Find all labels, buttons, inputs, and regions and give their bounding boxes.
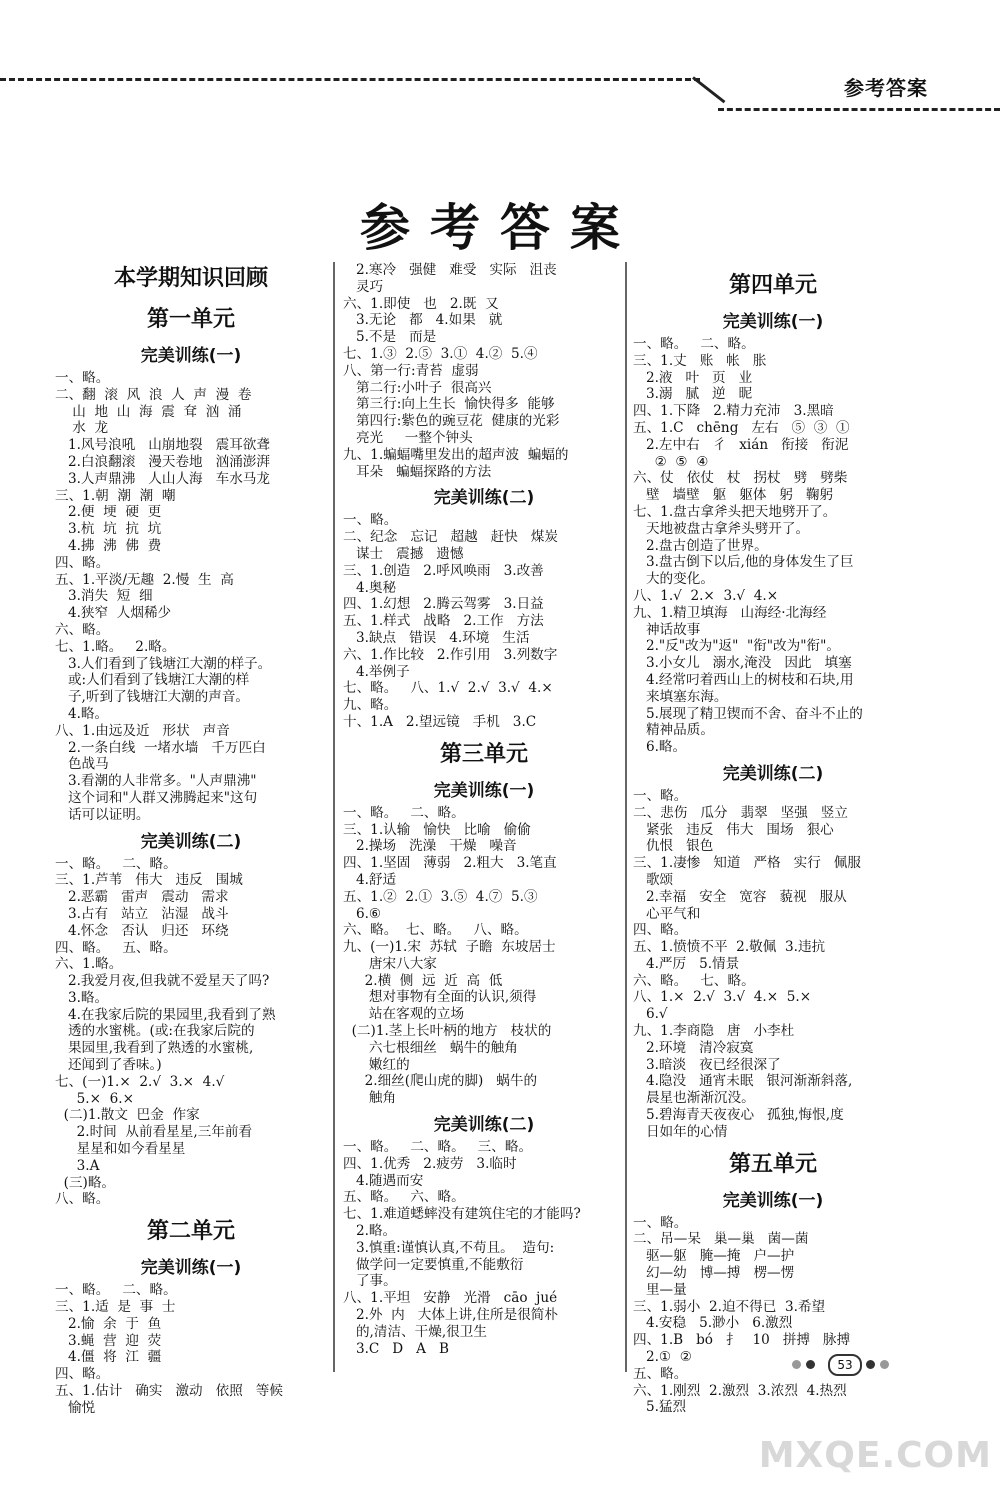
answer-line: 七、1.难道蟋蟀没有建筑住宅的才能吗? [343, 1206, 581, 1223]
training-title: 完美训练(一) [140, 1258, 242, 1279]
answer-line: 八、略。 [55, 1191, 110, 1208]
answer-line: 六、仗 依仗 杖 拐杖 劈 劈柴 [633, 470, 848, 487]
answer-line: 六、1.略。 [55, 956, 123, 973]
answer-line: 2.寒冷 强健 难受 实际 沮丧 [343, 262, 557, 278]
column-divider [333, 262, 335, 1372]
training-title: 完美训练(一) [722, 1190, 824, 1211]
answer-line: 五、1.C chēng 左右 ⑤ ③ ① [633, 419, 850, 436]
answer-line: 壁 墙壁 躯 躯体 躬 鞠躬 [633, 487, 834, 504]
answer-line: 3.杭 坑 抗 坑 [55, 521, 162, 538]
answer-line: 五、1.平淡/无趣 2.慢 生 高 [55, 571, 234, 588]
answer-line: 第四行:紫色的豌豆花 健康的光彩 [343, 413, 560, 430]
answer-line: 了事。 [343, 1273, 397, 1290]
answer-line: 三、1.弱小 2.迫不得已 3.希望 [633, 1298, 826, 1315]
answer-line: 紧张 违反 伟大 围场 狠心 [633, 821, 834, 838]
answer-line: 2.愉 余 于 鱼 [55, 1315, 162, 1332]
answer-line: 一、略。 二、略。 [343, 804, 465, 821]
column-1 [55, 262, 327, 1417]
answer-line: 心平气和 [633, 905, 701, 922]
answer-line: 七、1.③ 2.⑤ 3.① 4.② 5.④ [343, 345, 538, 362]
answer-line: 灵巧 [343, 278, 384, 295]
answer-line: 6.略。 [633, 739, 687, 756]
answer-line: 3.小女儿 溺水,淹没 因此 填塞 [633, 655, 852, 672]
answer-block [343, 512, 625, 730]
answer-line: 2.盘古创造了世界。 [633, 537, 768, 554]
answer-line: 4.隐没 通宵未眠 银河渐渐斜落, [633, 1073, 853, 1090]
answer-line: 做学问一定要慎重,不能敷衍 [343, 1256, 524, 1273]
column-divider [625, 262, 627, 1372]
answer-line: 5.猛烈 [633, 1399, 687, 1416]
answer-line: 一、略。 [55, 370, 110, 386]
answer-line: 天地被盘古拿斧头劈开了。 [633, 520, 810, 537]
answer-line: 5.不是 而是 [343, 329, 437, 346]
answer-line: 第二行:小叶子 很高兴 [343, 379, 492, 396]
answer-line: 三、1.凄惨 知道 严格 实行 佩服 [633, 855, 861, 872]
answer-line: ② ⑤ ④ [633, 453, 709, 470]
answer-line: 里—量 [633, 1281, 687, 1298]
answer-line: 九、(一)1.宋 苏轼 子瞻 东坡居士 [343, 939, 556, 956]
answer-line: 3.占有 站立 沾湿 战斗 [55, 905, 229, 922]
watermark-text: MXQE.COM [758, 1435, 992, 1476]
answer-line: 五、略。 [633, 1365, 688, 1382]
unit-title: 第五单元 [728, 1150, 817, 1177]
answer-line: 七、1.盘古拿斧头把天地劈开了。 [633, 503, 837, 520]
answer-line: 果园里,我看到了熟透的水蜜桃, [55, 1040, 254, 1057]
decor-dot [866, 1360, 875, 1369]
answer-line: 2.操场 洗澡 干燥 噪音 [343, 838, 517, 855]
answer-line: 一、略。 [343, 512, 398, 529]
answer-line: 歌颂 [633, 871, 674, 888]
answer-line: 5.× 6.× [55, 1090, 134, 1107]
answer-line: 六、1.即使 也 2.既 又 [343, 295, 499, 312]
answer-line: 4.安稳 5.渺小 6.激烈 [633, 1315, 793, 1332]
answer-line: 3.慎重:谨慎认真,不苟且。 造句: [343, 1239, 555, 1256]
decor-dot [792, 1360, 801, 1369]
page-number: 53 [828, 1354, 862, 1376]
answer-line: 4.狭窄 人烟稀少 [55, 605, 172, 622]
answer-line: 六、略。 七、略。 [633, 972, 755, 989]
answer-line: 三、1.适 是 事 士 [55, 1299, 176, 1316]
answer-line: 唐宋八大家 [343, 955, 437, 972]
answer-line: 2.① ② [633, 1349, 692, 1366]
answer-line: 幻—幼 博—搏 楞—愣 [633, 1265, 795, 1282]
answer-line: 3.略。 [55, 989, 109, 1006]
answer-line: 一、略。 [633, 787, 688, 804]
answer-line: 2.时间 从前看星星,三年前看 [55, 1124, 253, 1141]
answer-line: 四、略。 [633, 922, 688, 939]
answer-line: 四、略。 五、略。 [55, 939, 177, 956]
answer-line: 六七根细丝 蜗牛的触角 [343, 1039, 518, 1056]
answer-line: 1.风号浪吼 山崩地裂 震耳欲聋 [55, 437, 270, 454]
header-title: 参考答案 [844, 76, 928, 100]
answer-line: 2.白浪翻滚 漫天卷地 汹涌澎湃 [55, 453, 270, 470]
answer-line: 星星和如今看星星 [55, 1141, 186, 1158]
answer-line: 4.僵 将 江 疆 [55, 1349, 162, 1366]
answer-line: 站在客观的立场 [343, 1006, 465, 1023]
answer-line: 晨星也渐渐沉没。 [633, 1090, 755, 1107]
answer-line: 2.恶霸 雷声 震动 需求 [55, 889, 229, 906]
answer-line: 4.略。 [55, 705, 109, 722]
answer-line: 4.经常叼着西山上的树枝和石块,用 [633, 671, 854, 688]
answer-line: 3.无论 都 4.如果 就 [343, 312, 503, 329]
answer-line: 八、1.√ 2.× 3.√ 4.× [633, 587, 779, 604]
unit-title: 第二单元 [146, 1218, 235, 1245]
answer-line: 五、1.② 2.① 3.⑤ 4.⑦ 5.③ [343, 888, 538, 905]
answer-line: 3.C D A B [343, 1340, 449, 1357]
answer-block [343, 262, 625, 480]
answer-block [343, 1139, 625, 1357]
answer-line: 2.液 叶 页 业 [633, 369, 753, 386]
answer-line: 三、1.丈 账 帐 胀 [633, 352, 767, 369]
answer-line: 2.略。 [343, 1223, 397, 1240]
watermark [758, 1380, 1000, 1480]
unit-title: 第三单元 [439, 740, 528, 767]
answer-line: 日如年的心情 [633, 1123, 728, 1140]
answer-line: 5.碧海青天夜夜心 孤独,悔恨,度 [633, 1107, 844, 1124]
answer-line: 四、1.优秀 2.疲劳 3.临时 [343, 1155, 517, 1172]
answer-line: 谋士 震撼 遗憾 [343, 545, 464, 562]
answer-line: 四、1.幻想 2.腾云驾雾 3.日益 [343, 596, 544, 613]
answer-line: 四、略。 [55, 1366, 110, 1383]
answer-line: 想对事物有全面的认识,须得 [343, 989, 537, 1006]
answer-block [633, 788, 913, 1141]
answer-line: 2.细丝(爬山虎的脚) 蜗牛的 [343, 1073, 538, 1090]
answer-line: 一、略。 二、略。 [55, 1282, 177, 1299]
answer-line: 3.蝇 营 迎 荧 [55, 1332, 162, 1349]
answer-line: 一、略。 二、略。 三、略。 [343, 1139, 533, 1156]
answer-line: 九、略。 [343, 697, 398, 714]
answer-line: 透的水蜜桃。(或:在我家后院的 [55, 1023, 255, 1040]
page-footer [792, 1352, 912, 1376]
answer-line: 二、悲伤 瓜分 翡翠 坚强 竖立 [633, 804, 848, 821]
answer-line: 神话故事 [633, 621, 701, 638]
training-title: 完美训练(一) [140, 346, 242, 366]
answer-line: 3.人声鼎沸 人山人海 车水马龙 [55, 470, 270, 487]
answer-line: 2.外 内 大体上讲,住所是很简朴 [343, 1307, 558, 1324]
answer-line: 八、第一行:青苔 虚弱 [343, 362, 479, 379]
answer-line: 4.拂 沸 佛 费 [55, 537, 162, 554]
answer-line: 二、翻 滚 风 浪 人 声 漫 卷 [55, 386, 252, 403]
answer-line: 4.举例子 [343, 663, 410, 680]
answer-line: 来填塞东海。 [633, 688, 728, 705]
answer-line: 5.展现了精卫锲而不舍、奋斗不止的 [633, 705, 863, 722]
answer-line: 精神品质。 [633, 722, 714, 739]
answer-line: 大的变化。 [633, 571, 714, 588]
answer-line: 2."反"改为"返" "衔"改为"衔"。 [633, 638, 840, 655]
answer-line: 2.一条白线 一堵水墙 千万匹白 [55, 739, 266, 756]
answer-line: 子,听到了钱塘江大潮的声音。 [55, 689, 250, 706]
answer-line: 二、纪念 忘记 超越 赶快 煤炭 [343, 529, 558, 546]
answer-line: 6.√ [633, 1006, 668, 1023]
column-3 [633, 262, 913, 1416]
answer-block [55, 370, 327, 824]
answer-line: 4.奥秘 [343, 579, 397, 596]
answer-line: 七、1.略。 2.略。 [55, 638, 176, 655]
unit-title: 第四单元 [728, 272, 817, 298]
answer-line: 四、1.B bó 扌 10 拼搏 脉搏 [633, 1332, 851, 1349]
answer-line: 2.环境 清冷寂寞 [633, 1039, 754, 1056]
answer-line: 水 龙 [55, 420, 109, 437]
answer-line: 还闻到了香味。) [55, 1057, 162, 1074]
answer-line: 三、1.朝 潮 潮 嘲 [55, 487, 176, 504]
answer-line: 3.人们看到了钱塘江大潮的样子。 [55, 655, 272, 672]
answer-line: 亮光 一整个钟头 [343, 429, 473, 446]
answer-line: 六、1.刚烈 2.激烈 3.浓烈 4.热烈 [633, 1382, 847, 1399]
training-title: 完美训练(一) [433, 780, 535, 801]
answer-line: 七、略。 八、1.√ 2.√ 3.√ 4.× [343, 680, 553, 697]
unit-title: 第一单元 [146, 306, 235, 332]
answer-line: 2.我爱月夜,但我就不爱星天了吗? [55, 973, 270, 990]
answer-line: 一、略。 二、略。 [633, 336, 755, 352]
answer-line: 五、1.样式 战略 2.工作 方法 [343, 613, 544, 630]
answer-line: 仇恨 银色 [633, 838, 714, 855]
answer-line: 六、1.作比较 2.作引用 3.列数字 [343, 646, 558, 663]
answer-line: 4.严厉 5.情景 [633, 955, 740, 972]
answer-line: 山 地 山 海 震 耷 汹 涌 [55, 403, 242, 420]
answer-line: 第三行:向上生长 愉快得多 能够 [343, 396, 555, 413]
answer-line: 三、1.芦苇 伟大 违反 围城 [55, 872, 243, 889]
answer-line: 这个词和"人群又沸腾起来"这句 [55, 789, 258, 806]
training-title: 完美训练(二) [433, 488, 535, 509]
answer-line: 十、1.A 2.望远镜 手机 3.C [343, 713, 537, 730]
answer-line: 触角 [343, 1090, 397, 1107]
answer-line: 八、1.平坦 安静 光滑 cāo jué [343, 1290, 558, 1307]
answer-line: 6.⑥ [343, 905, 382, 922]
answer-line: 九、1.李商隐 唐 小李杜 [633, 1023, 795, 1040]
answer-line: 九、1.精卫填海 山海经·北海经 [633, 604, 827, 621]
answer-line: 三、1.认输 愉快 比喻 偷偷 [343, 821, 531, 838]
training-title: 完美训练(二) [433, 1115, 535, 1136]
training-title: 完美训练(二) [140, 831, 242, 852]
page-title: 参考答案 [360, 198, 640, 257]
answer-line: 2.幸福 安全 宽容 藐视 服从 [633, 888, 847, 905]
answer-line: 三、1.创造 2.呼风唤雨 3.改善 [343, 562, 544, 579]
decor-dot [806, 1360, 815, 1369]
answer-line: 2.横 侧 远 近 高 低 [343, 972, 503, 989]
answer-line: 2.便 埂 硬 更 [55, 504, 162, 521]
answer-block [343, 805, 625, 1107]
answer-line: 四、略。 [55, 554, 110, 571]
answer-line: 3.盘古倒下以后,他的身体发生了巨 [633, 554, 854, 571]
answer-line: (二)1.茎上长叶柄的地方 枝状的 [343, 1023, 552, 1040]
answer-block [55, 1282, 327, 1416]
column-2 [343, 262, 625, 1357]
answer-line: 二、吊—呆 巢—巢 菌—菌 [633, 1231, 809, 1248]
answer-line: 或:人们看到了钱塘江大潮的样 [55, 672, 250, 689]
training-title: 完美训练(一) [722, 312, 824, 332]
answer-line: 4.舒适 [343, 871, 397, 888]
answer-line: 4.随遇而安 [343, 1172, 424, 1189]
answer-block [55, 856, 327, 1209]
answer-line: 愉悦 [55, 1399, 96, 1416]
answer-line: 四、1.坚固 薄弱 2.粗大 3.笔直 [343, 855, 557, 872]
answer-line: 九、1.蝙蝠嘴里发出的超声波 蝙蝠的 [343, 446, 569, 463]
answer-block [633, 336, 913, 756]
answer-line: 五、1.愤愤不平 2.敬佩 3.违抗 [633, 939, 826, 956]
answer-line: (三)略。 [55, 1174, 116, 1191]
answer-line: 五、略。 六、略。 [343, 1189, 465, 1206]
answer-line: 八、1.由远及近 形状 声音 [55, 722, 230, 739]
answer-line: 2.左中右 彳 xián 衔接 衔泥 [633, 436, 849, 453]
answer-line: 八、1.× 2.√ 3.√ 4.× 5.× [633, 989, 812, 1006]
answer-line: 驱—躯 腌—掩 户—护 [633, 1248, 795, 1265]
answer-line: 3.缺点 错误 4.环境 生活 [343, 629, 530, 646]
answer-line: 4.怀念 否认 归还 环绕 [55, 922, 229, 939]
answer-line: 五、1.估计 确实 激动 依照 等候 [55, 1383, 283, 1400]
answer-line: 四、1.下降 2.精力充沛 3.黑暗 [633, 403, 834, 420]
header-dashed-line-right [718, 108, 1000, 111]
answer-line: 耳朵 蝙蝠探路的方法 [343, 463, 492, 480]
answer-line: 一、略。 二、略。 [55, 855, 177, 872]
answer-line: 嫩红的 [343, 1056, 410, 1073]
training-title: 完美训练(二) [722, 763, 824, 784]
header-dashed-line-left [0, 78, 700, 81]
answer-line: 3.看潮的人非常多。"人声鼎沸" [55, 773, 257, 790]
answer-line: 4.在我家后院的果园里,我看到了熟 [55, 1006, 276, 1023]
answer-line: 3.A [55, 1157, 100, 1174]
answer-line: 的,清洁、干燥,很卫生 [343, 1323, 487, 1340]
answer-line: 七、(一)1.× 2.√ 3.× 4.√ [55, 1073, 225, 1090]
answer-line: 色战马 [55, 756, 109, 773]
answer-line: 话可以证明。 [55, 806, 150, 823]
answer-line: 3.暗淡 夜已经很深了 [633, 1056, 781, 1073]
answer-line: 六、略。 [55, 621, 110, 638]
decor-dot [880, 1360, 889, 1369]
answer-line: 六、略。 七、略。 八、略。 [343, 922, 528, 939]
header-slash [692, 76, 725, 103]
answer-line: 3.消失 短 细 [55, 588, 153, 605]
answer-line: 3.溺 腻 逆 昵 [633, 386, 753, 403]
section-title: 本学期知识回顾 [113, 266, 268, 291]
answer-line: 一、略。 [633, 1214, 688, 1231]
answer-line: (二)1.散文 巴金 作家 [55, 1107, 200, 1124]
